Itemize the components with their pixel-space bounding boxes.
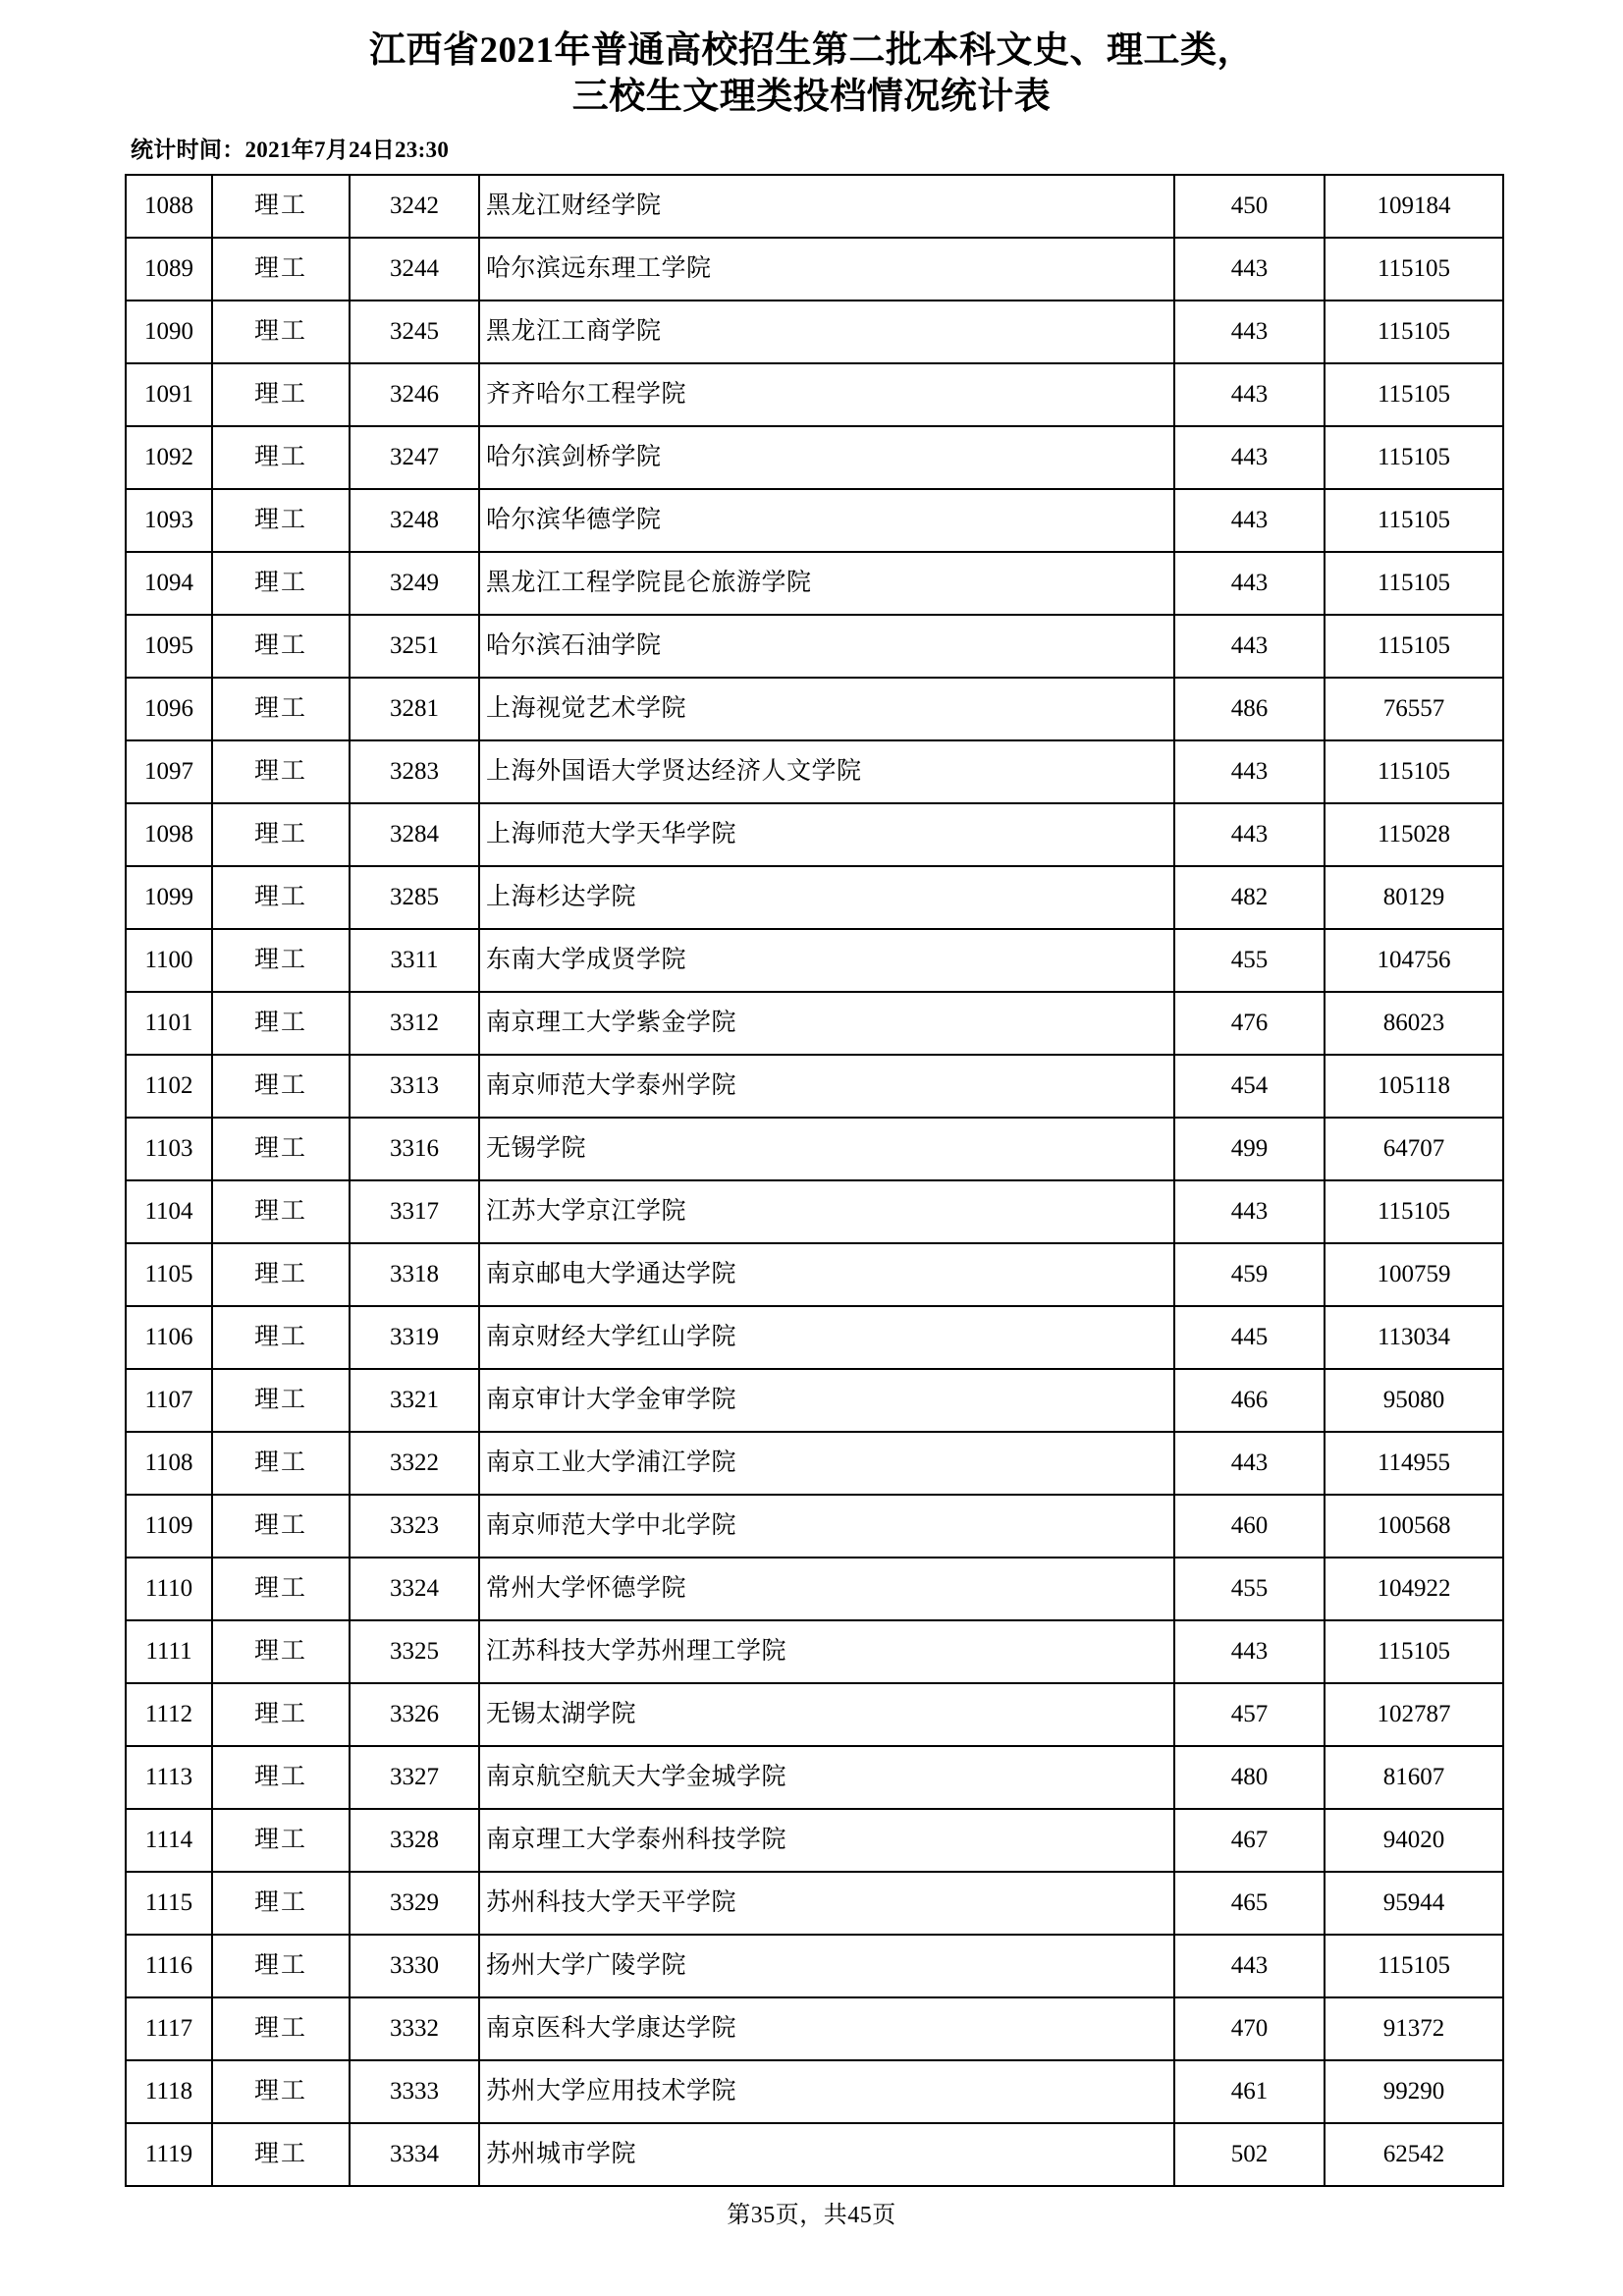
cell-school-name: 上海视觉艺术学院	[479, 678, 1174, 740]
cell-school-code: 3323	[350, 1495, 479, 1558]
table-row	[126, 1809, 1503, 1872]
cell-cutoff-score: 454	[1174, 1055, 1325, 1118]
cell-sequence: 1094	[126, 552, 212, 615]
cell-sequence: 1111	[126, 1620, 212, 1683]
table-row	[126, 992, 1503, 1055]
cell-school-code: 3285	[350, 866, 479, 929]
cell-rank: 80129	[1325, 866, 1503, 929]
cell-cutoff-score: 443	[1174, 803, 1325, 866]
table-row	[126, 803, 1503, 866]
cell-rank: 115105	[1325, 363, 1503, 426]
cell-rank: 94020	[1325, 1809, 1503, 1872]
cell-category: 理工	[212, 175, 350, 238]
cell-cutoff-score: 476	[1174, 992, 1325, 1055]
cell-school-code: 3283	[350, 740, 479, 803]
table-container	[0, 174, 1623, 2187]
cell-cutoff-score: 455	[1174, 1558, 1325, 1620]
cell-cutoff-score: 466	[1174, 1369, 1325, 1432]
cell-rank: 62542	[1325, 2123, 1503, 2186]
cell-cutoff-score: 502	[1174, 2123, 1325, 2186]
cell-school-name: 上海外国语大学贤达经济人文学院	[479, 740, 1174, 803]
cell-school-name: 哈尔滨石油学院	[479, 615, 1174, 678]
cell-school-code: 3242	[350, 175, 479, 238]
cell-cutoff-score: 459	[1174, 1243, 1325, 1306]
cell-rank: 104922	[1325, 1558, 1503, 1620]
cell-rank: 99290	[1325, 2060, 1503, 2123]
stat-time-row	[0, 136, 1623, 165]
cell-sequence: 1112	[126, 1683, 212, 1746]
cell-rank: 81607	[1325, 1746, 1503, 1809]
table-row	[126, 1369, 1503, 1432]
cell-sequence: 1093	[126, 489, 212, 552]
table-row	[126, 929, 1503, 992]
cell-cutoff-score: 443	[1174, 363, 1325, 426]
cell-sequence: 1090	[126, 301, 212, 363]
cell-cutoff-score: 461	[1174, 2060, 1325, 2123]
admission-table	[125, 174, 1504, 2187]
cell-school-name: 无锡学院	[479, 1118, 1174, 1180]
cell-cutoff-score: 443	[1174, 1620, 1325, 1683]
cell-school-name: 苏州城市学院	[479, 2123, 1174, 2186]
cell-school-code: 3326	[350, 1683, 479, 1746]
cell-category: 理工	[212, 866, 350, 929]
cell-category: 理工	[212, 740, 350, 803]
cell-category: 理工	[212, 2060, 350, 2123]
page-footer	[0, 2201, 1623, 2230]
cell-rank: 64707	[1325, 1118, 1503, 1180]
cell-school-code: 3249	[350, 552, 479, 615]
cell-cutoff-score: 443	[1174, 238, 1325, 301]
table-row	[126, 175, 1503, 238]
page-number-text: 第35页，共45页	[727, 2203, 896, 2228]
cell-sequence: 1101	[126, 992, 212, 1055]
cell-rank: 115105	[1325, 489, 1503, 552]
table-row	[126, 1746, 1503, 1809]
cell-sequence: 1114	[126, 1809, 212, 1872]
cell-category: 理工	[212, 678, 350, 740]
cell-sequence: 1099	[126, 866, 212, 929]
cell-sequence: 1097	[126, 740, 212, 803]
cell-rank: 115105	[1325, 552, 1503, 615]
cell-cutoff-score: 460	[1174, 1495, 1325, 1558]
page-title	[0, 0, 1623, 120]
cell-school-code: 3251	[350, 615, 479, 678]
table-row	[126, 426, 1503, 489]
cell-school-name: 南京理工大学泰州科技学院	[479, 1809, 1174, 1872]
cell-sequence: 1107	[126, 1369, 212, 1432]
cell-sequence: 1119	[126, 2123, 212, 2186]
cell-school-name: 江苏科技大学苏州理工学院	[479, 1620, 1174, 1683]
cell-school-code: 3313	[350, 1055, 479, 1118]
cell-rank: 86023	[1325, 992, 1503, 1055]
cell-rank: 104756	[1325, 929, 1503, 992]
table-row	[126, 1055, 1503, 1118]
cell-cutoff-score: 443	[1174, 1935, 1325, 1997]
cell-category: 理工	[212, 2123, 350, 2186]
cell-school-name: 南京医科大学康达学院	[479, 1997, 1174, 2060]
cell-sequence: 1117	[126, 1997, 212, 2060]
table-row	[126, 866, 1503, 929]
cell-school-name: 哈尔滨远东理工学院	[479, 238, 1174, 301]
cell-rank: 115105	[1325, 238, 1503, 301]
cell-rank: 114955	[1325, 1432, 1503, 1495]
cell-category: 理工	[212, 489, 350, 552]
table-row	[126, 1683, 1503, 1746]
cell-rank: 105118	[1325, 1055, 1503, 1118]
cell-rank: 115105	[1325, 1620, 1503, 1683]
cell-school-name: 上海杉达学院	[479, 866, 1174, 929]
cell-sequence: 1103	[126, 1118, 212, 1180]
cell-category: 理工	[212, 1243, 350, 1306]
cell-school-name: 哈尔滨华德学院	[479, 489, 1174, 552]
cell-category: 理工	[212, 1997, 350, 2060]
cell-category: 理工	[212, 363, 350, 426]
cell-sequence: 1102	[126, 1055, 212, 1118]
table-row	[126, 615, 1503, 678]
table-row	[126, 2123, 1503, 2186]
cell-cutoff-score: 482	[1174, 866, 1325, 929]
cell-school-code: 3312	[350, 992, 479, 1055]
cell-school-code: 3317	[350, 1180, 479, 1243]
cell-school-code: 3245	[350, 301, 479, 363]
cell-category: 理工	[212, 1558, 350, 1620]
cell-category: 理工	[212, 929, 350, 992]
cell-cutoff-score: 443	[1174, 1432, 1325, 1495]
cell-school-name: 南京航空航天大学金城学院	[479, 1746, 1174, 1809]
table-row	[126, 740, 1503, 803]
cell-school-code: 3319	[350, 1306, 479, 1369]
cell-cutoff-score: 450	[1174, 175, 1325, 238]
cell-category: 理工	[212, 1620, 350, 1683]
cell-category: 理工	[212, 1180, 350, 1243]
cell-school-code: 3322	[350, 1432, 479, 1495]
cell-school-code: 3284	[350, 803, 479, 866]
cell-sequence: 1091	[126, 363, 212, 426]
cell-category: 理工	[212, 1369, 350, 1432]
cell-sequence: 1095	[126, 615, 212, 678]
cell-school-name: 苏州科技大学天平学院	[479, 1872, 1174, 1935]
cell-cutoff-score: 480	[1174, 1746, 1325, 1809]
cell-category: 理工	[212, 1872, 350, 1935]
cell-cutoff-score: 465	[1174, 1872, 1325, 1935]
cell-category: 理工	[212, 1495, 350, 1558]
cell-school-name: 江苏大学京江学院	[479, 1180, 1174, 1243]
table-body	[126, 175, 1503, 2186]
cell-school-name: 黑龙江工程学院昆仑旅游学院	[479, 552, 1174, 615]
cell-cutoff-score: 467	[1174, 1809, 1325, 1872]
cell-sequence: 1088	[126, 175, 212, 238]
cell-sequence: 1089	[126, 238, 212, 301]
cell-category: 理工	[212, 1935, 350, 1997]
title-line-2: 三校生文理类投档情况统计表	[571, 77, 1052, 117]
cell-rank: 76557	[1325, 678, 1503, 740]
cell-sequence: 1098	[126, 803, 212, 866]
cell-school-code: 3330	[350, 1935, 479, 1997]
cell-rank: 115105	[1325, 615, 1503, 678]
cell-category: 理工	[212, 238, 350, 301]
cell-rank: 115105	[1325, 1935, 1503, 1997]
table-row	[126, 363, 1503, 426]
table-row	[126, 1495, 1503, 1558]
cell-category: 理工	[212, 1809, 350, 1872]
cell-sequence: 1104	[126, 1180, 212, 1243]
cell-school-code: 3247	[350, 426, 479, 489]
cell-category: 理工	[212, 992, 350, 1055]
cell-school-code: 3248	[350, 489, 479, 552]
table-row	[126, 1432, 1503, 1495]
cell-school-name: 常州大学怀德学院	[479, 1558, 1174, 1620]
table-row	[126, 1243, 1503, 1306]
cell-cutoff-score: 443	[1174, 426, 1325, 489]
cell-school-code: 3325	[350, 1620, 479, 1683]
cell-sequence: 1105	[126, 1243, 212, 1306]
cell-category: 理工	[212, 1306, 350, 1369]
cell-sequence: 1108	[126, 1432, 212, 1495]
cell-school-code: 3329	[350, 1872, 479, 1935]
cell-school-name: 南京财经大学红山学院	[479, 1306, 1174, 1369]
cell-category: 理工	[212, 803, 350, 866]
cell-school-name: 南京邮电大学通达学院	[479, 1243, 1174, 1306]
cell-category: 理工	[212, 1683, 350, 1746]
cell-school-name: 上海师范大学天华学院	[479, 803, 1174, 866]
cell-school-name: 苏州大学应用技术学院	[479, 2060, 1174, 2123]
cell-sequence: 1116	[126, 1935, 212, 1997]
table-row	[126, 678, 1503, 740]
cell-rank: 113034	[1325, 1306, 1503, 1369]
cell-school-code: 3321	[350, 1369, 479, 1432]
table-row	[126, 489, 1503, 552]
cell-category: 理工	[212, 301, 350, 363]
cell-school-name: 哈尔滨剑桥学院	[479, 426, 1174, 489]
cell-rank: 115105	[1325, 1180, 1503, 1243]
cell-rank: 100568	[1325, 1495, 1503, 1558]
table-row	[126, 1558, 1503, 1620]
cell-sequence: 1118	[126, 2060, 212, 2123]
cell-school-code: 3324	[350, 1558, 479, 1620]
cell-cutoff-score: 455	[1174, 929, 1325, 992]
title-line-1: 江西省2021年普通高校招生第二批本科文史、理工类，	[369, 30, 1254, 71]
cell-school-code: 3316	[350, 1118, 479, 1180]
cell-cutoff-score: 445	[1174, 1306, 1325, 1369]
cell-school-name: 东南大学成贤学院	[479, 929, 1174, 992]
cell-rank: 95944	[1325, 1872, 1503, 1935]
table-row	[126, 1935, 1503, 1997]
cell-category: 理工	[212, 615, 350, 678]
cell-rank: 115028	[1325, 803, 1503, 866]
table-row	[126, 1997, 1503, 2060]
cell-cutoff-score: 443	[1174, 1180, 1325, 1243]
cell-school-name: 南京师范大学中北学院	[479, 1495, 1174, 1558]
cell-school-name: 南京审计大学金审学院	[479, 1369, 1174, 1432]
cell-sequence: 1092	[126, 426, 212, 489]
cell-rank: 115105	[1325, 740, 1503, 803]
cell-cutoff-score: 443	[1174, 615, 1325, 678]
cell-school-code: 3318	[350, 1243, 479, 1306]
cell-school-code: 3334	[350, 2123, 479, 2186]
cell-rank: 115105	[1325, 301, 1503, 363]
cell-sequence: 1109	[126, 1495, 212, 1558]
cell-rank: 95080	[1325, 1369, 1503, 1432]
cell-school-code: 3244	[350, 238, 479, 301]
cell-school-name: 南京师范大学泰州学院	[479, 1055, 1174, 1118]
cell-school-name: 扬州大学广陵学院	[479, 1935, 1174, 1997]
cell-sequence: 1100	[126, 929, 212, 992]
cell-sequence: 1115	[126, 1872, 212, 1935]
cell-rank: 100759	[1325, 1243, 1503, 1306]
cell-rank: 109184	[1325, 175, 1503, 238]
table-row	[126, 238, 1503, 301]
table-row	[126, 1306, 1503, 1369]
cell-category: 理工	[212, 1118, 350, 1180]
table-row	[126, 1118, 1503, 1180]
cell-cutoff-score: 470	[1174, 1997, 1325, 2060]
cell-category: 理工	[212, 1432, 350, 1495]
table-row	[126, 1872, 1503, 1935]
table-row	[126, 1620, 1503, 1683]
cell-school-name: 齐齐哈尔工程学院	[479, 363, 1174, 426]
cell-school-name: 黑龙江工商学院	[479, 301, 1174, 363]
cell-sequence: 1110	[126, 1558, 212, 1620]
cell-school-code: 3311	[350, 929, 479, 992]
cell-cutoff-score: 443	[1174, 489, 1325, 552]
cell-cutoff-score: 443	[1174, 552, 1325, 615]
cell-rank: 91372	[1325, 1997, 1503, 2060]
cell-school-name: 南京工业大学浦江学院	[479, 1432, 1174, 1495]
table-row	[126, 1180, 1503, 1243]
cell-school-code: 3327	[350, 1746, 479, 1809]
cell-school-code: 3281	[350, 678, 479, 740]
cell-cutoff-score: 443	[1174, 740, 1325, 803]
table-row	[126, 552, 1503, 615]
cell-school-name: 南京理工大学紫金学院	[479, 992, 1174, 1055]
cell-sequence: 1113	[126, 1746, 212, 1809]
cell-school-name: 无锡太湖学院	[479, 1683, 1174, 1746]
cell-category: 理工	[212, 552, 350, 615]
cell-school-name: 黑龙江财经学院	[479, 175, 1174, 238]
cell-sequence: 1106	[126, 1306, 212, 1369]
cell-cutoff-score: 486	[1174, 678, 1325, 740]
cell-cutoff-score: 499	[1174, 1118, 1325, 1180]
cell-category: 理工	[212, 1746, 350, 1809]
cell-category: 理工	[212, 426, 350, 489]
table-row	[126, 2060, 1503, 2123]
cell-school-code: 3333	[350, 2060, 479, 2123]
cell-sequence: 1096	[126, 678, 212, 740]
cell-school-code: 3246	[350, 363, 479, 426]
cell-category: 理工	[212, 1055, 350, 1118]
cell-school-code: 3332	[350, 1997, 479, 2060]
cell-school-code: 3328	[350, 1809, 479, 1872]
stat-time-label: 统计时间：2021年7月24日23:30	[131, 137, 450, 162]
table-row	[126, 301, 1503, 363]
cell-rank: 102787	[1325, 1683, 1503, 1746]
cell-rank: 115105	[1325, 426, 1503, 489]
cell-cutoff-score: 443	[1174, 301, 1325, 363]
cell-cutoff-score: 457	[1174, 1683, 1325, 1746]
